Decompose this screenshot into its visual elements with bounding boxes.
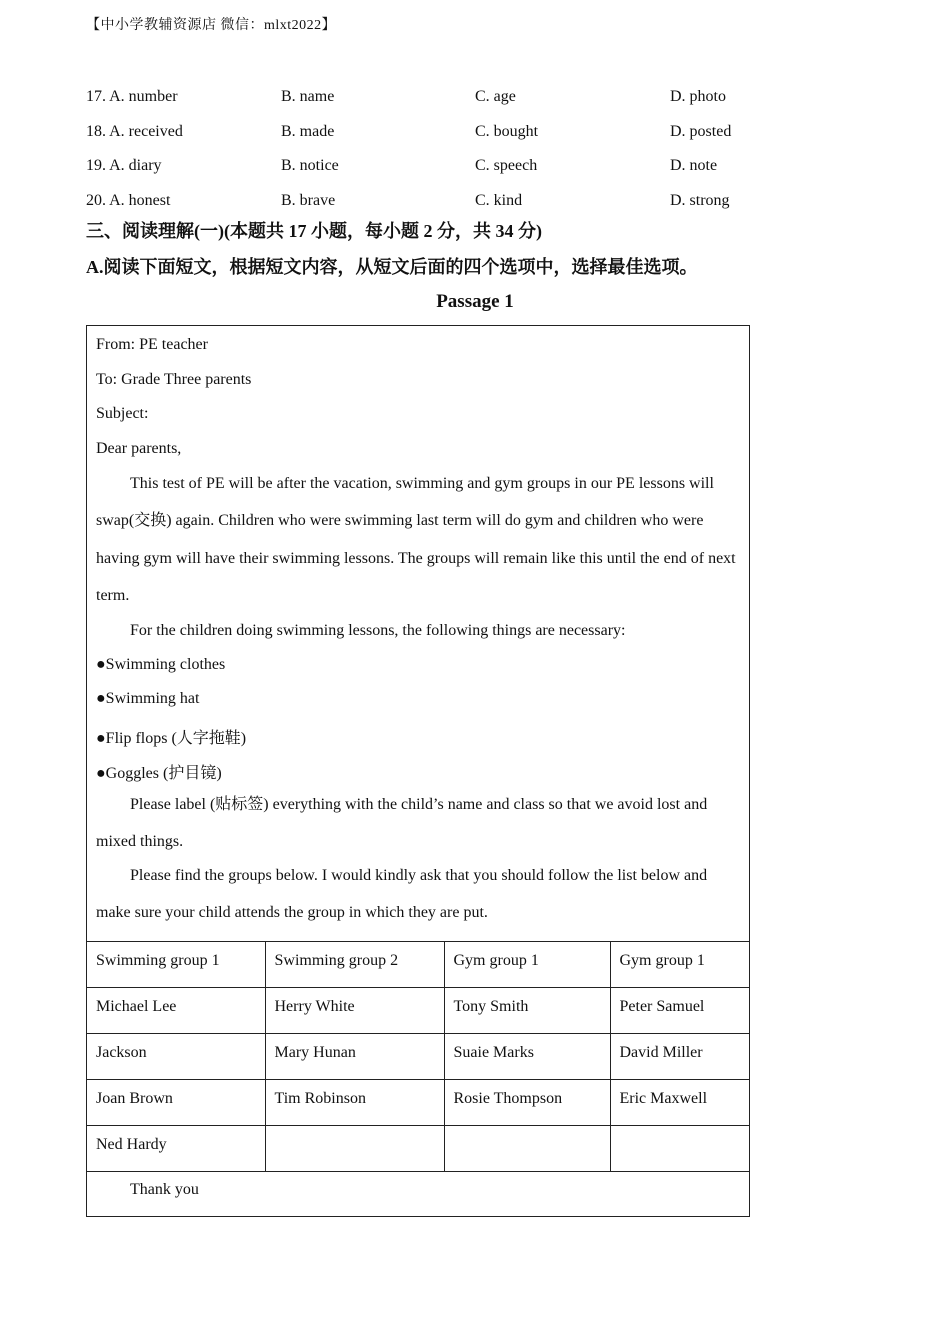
list-item-swimming-clothes: ●Swimming clothes (96, 656, 226, 673)
question-20-options (86, 184, 846, 219)
option-18-c: C. bought (475, 122, 539, 140)
table-cell: Joan Brown (87, 1080, 265, 1126)
answer-options (86, 80, 846, 218)
table-cell (444, 1126, 610, 1172)
table-cell: David Miller (610, 1034, 750, 1080)
table-row (87, 1080, 750, 1126)
letter-to: To: Grade Three parents (96, 371, 252, 388)
letter-paragraph-4: Please find the groups below. I would kindly ask that you should follow the list below and make sure your child attends the group in which they are put. (96, 867, 708, 922)
letter-greeting: Dear parents, (96, 440, 182, 457)
letter-subject: Subject: (96, 405, 149, 422)
table-cell: Michael Lee (87, 988, 265, 1034)
option-20-b: B. brave (281, 191, 336, 209)
question-17-options (86, 80, 846, 115)
table-cell: Jackson (87, 1034, 265, 1080)
option-19-b: B. notice (281, 157, 339, 175)
list-item-goggles: ●Goggles (护目镜) (96, 765, 222, 782)
table-cell: Rosie Thompson (444, 1080, 610, 1126)
question-18-options (86, 115, 846, 150)
table-header-cell: Gym group 1 (610, 942, 750, 988)
option-17-c: C. age (475, 88, 516, 106)
option-17-a: 17. A. number (86, 88, 178, 106)
header-note: 【中小学教辅资源店 微信：mlxt2022】 (86, 18, 337, 33)
table-cell: Herry White (265, 988, 444, 1034)
table-cell: Suaie Marks (444, 1034, 610, 1080)
table-cell (610, 1126, 750, 1172)
table-header-cell: Gym group 1 (444, 942, 610, 988)
letter-paragraph-3: Please label (贴标签) everything with the child’s name and class so that we avoid lost and mixed things. (96, 796, 708, 851)
option-19-d: D. note (670, 157, 718, 175)
table-cell: Peter Samuel (610, 988, 750, 1034)
table-row (87, 1034, 750, 1080)
table-cell: Tim Robinson (265, 1080, 444, 1126)
table-header-cell: Swimming group 2 (265, 942, 444, 988)
question-19-options (86, 149, 846, 184)
groups-table (87, 941, 750, 1172)
option-19-a: 19. A. diary (86, 157, 162, 175)
option-18-b: B. made (281, 122, 335, 140)
table-cell (265, 1126, 444, 1172)
option-20-a: 20. A. honest (86, 191, 171, 209)
letter-from: From: PE teacher (96, 336, 208, 353)
table-cell: Mary Hunan (265, 1034, 444, 1080)
list-item-swimming-hat: ●Swimming hat (96, 690, 200, 707)
table-cell: Eric Maxwell (610, 1080, 750, 1126)
letter-closing: Thank you (130, 1181, 199, 1198)
option-20-d: D. strong (670, 191, 730, 209)
table-header-row (87, 942, 750, 988)
reading-instruction: A.阅读下面短文，根据短文内容，从短文后面的四个选项中，选择最佳选项。 (86, 257, 698, 277)
option-17-d: D. photo (670, 88, 726, 106)
table-cell: Ned Hardy (87, 1126, 265, 1172)
passage-title: Passage 1 (436, 291, 514, 312)
table-row (87, 988, 750, 1034)
option-18-a: 18. A. received (86, 122, 183, 140)
section-title: 三、阅读理解(一)(本题共 17 小题，每小题 2 分，共 34 分) (86, 221, 542, 241)
table-cell: Tony Smith (444, 988, 610, 1034)
option-19-c: C. speech (475, 157, 538, 175)
option-17-b: B. name (281, 88, 335, 106)
option-20-c: C. kind (475, 191, 523, 209)
table-row (87, 1126, 750, 1172)
table-header-cell: Swimming group 1 (87, 942, 265, 988)
letter-box (86, 325, 750, 1217)
letter-paragraph-1: This test of PE will be after the vacation, swimming and gym groups in our PE lessons will swap(交换) again. Children who were swimming last term will do gym and children who were having gym will have their swimming lessons. The groups will remain like this until the end of next term. (96, 475, 736, 604)
letter-paragraph-2: For the children doing swimming lessons, the following things are necessary: (130, 622, 626, 639)
list-item-flip-flops: ●Flip flops (人字拖鞋) (96, 730, 247, 747)
option-18-d: D. posted (670, 122, 732, 140)
